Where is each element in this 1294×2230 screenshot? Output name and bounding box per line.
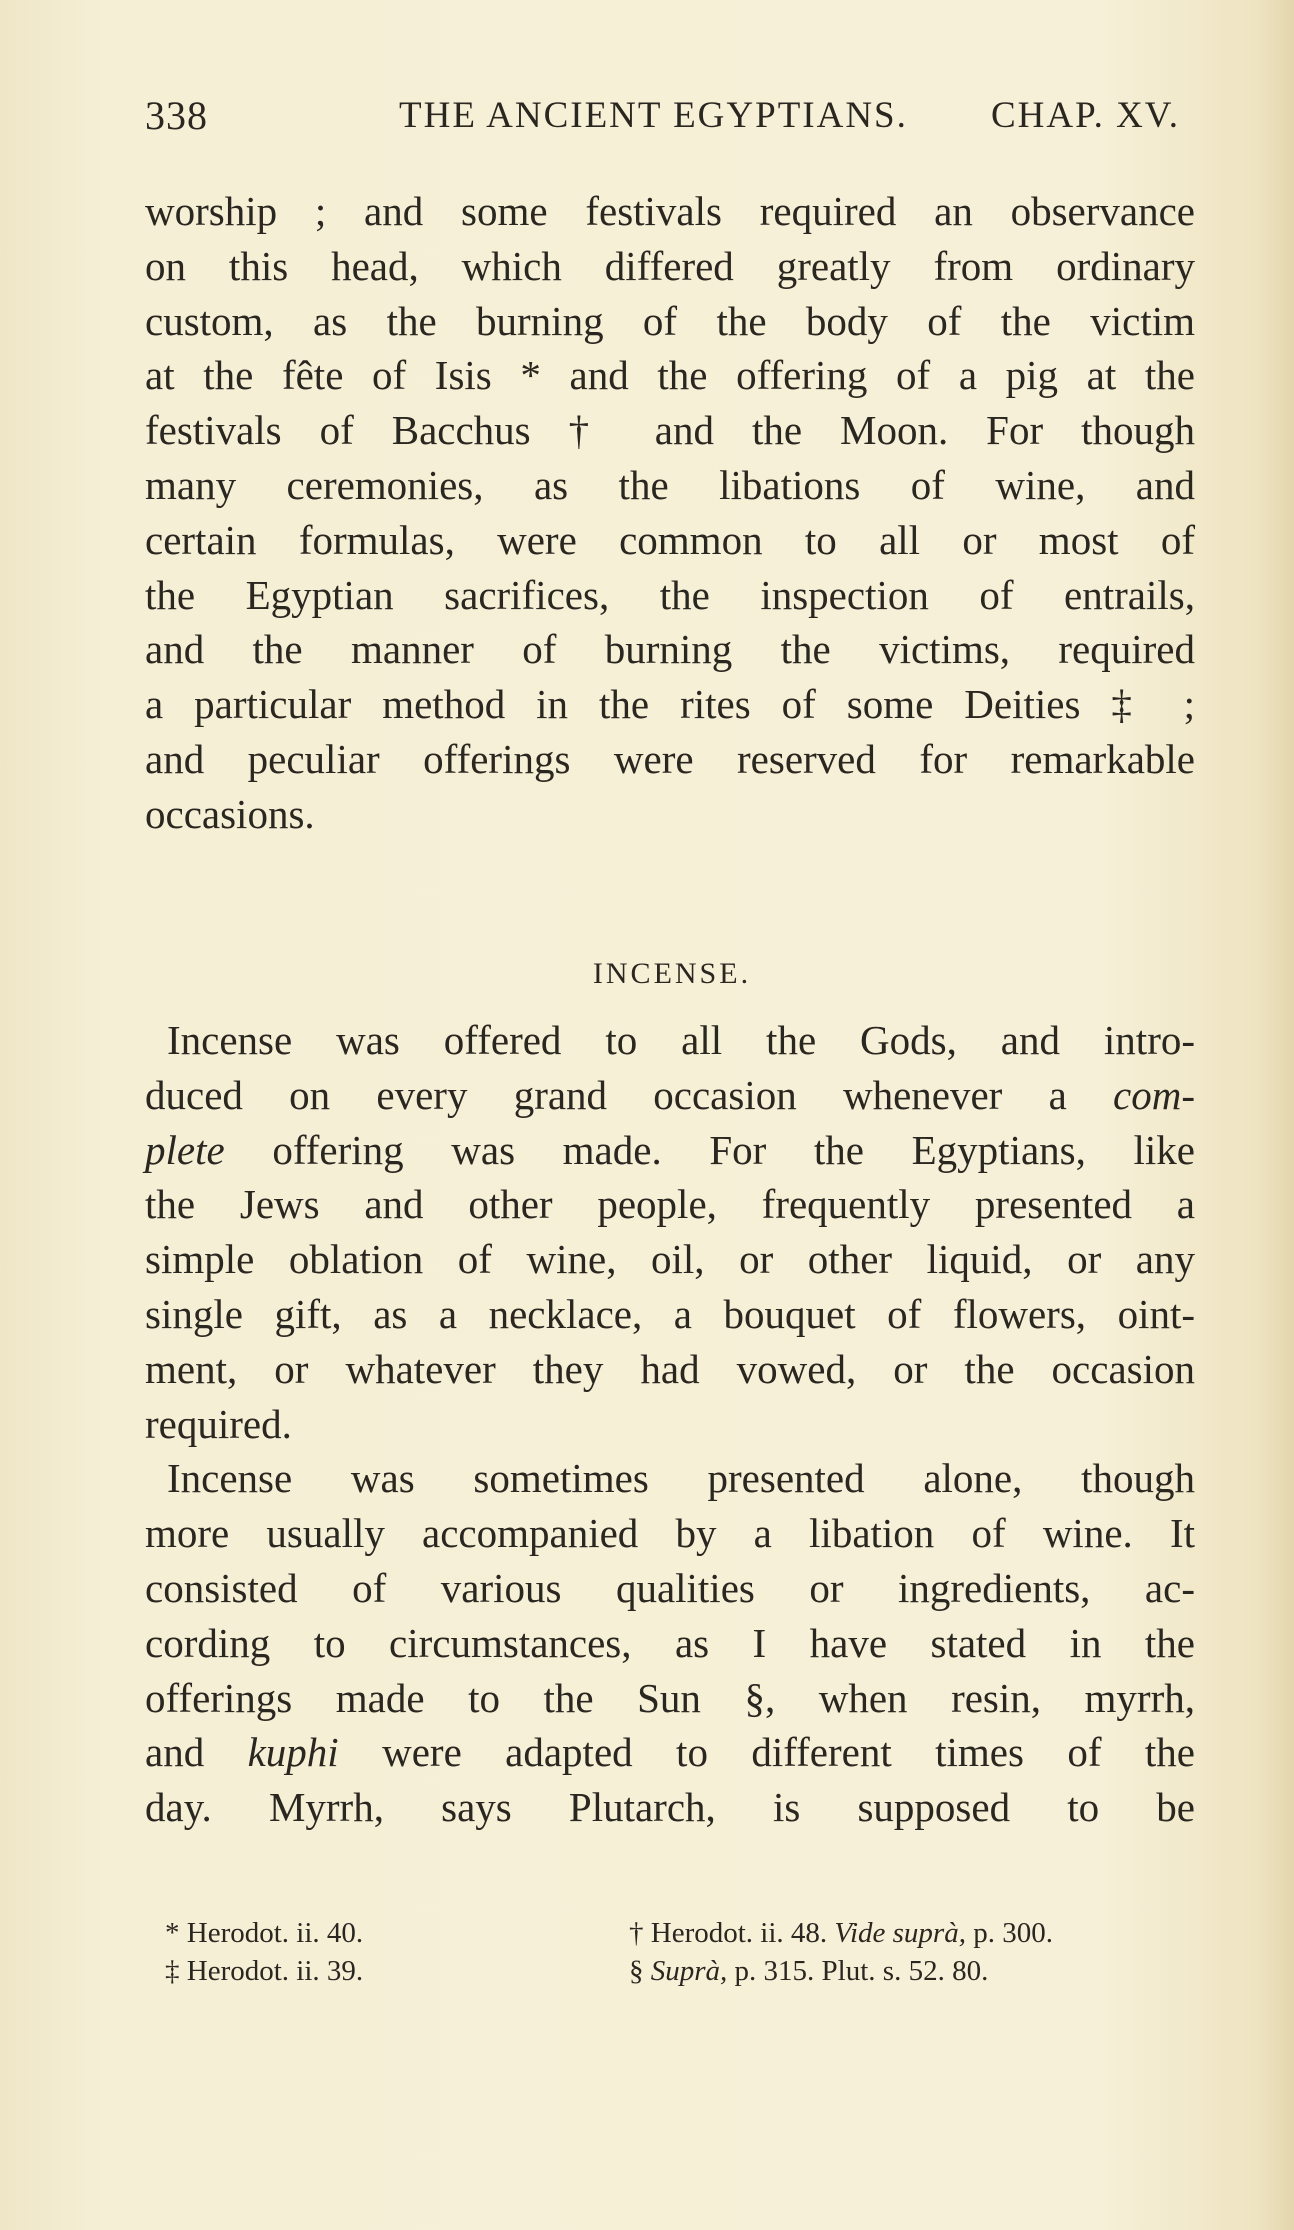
footnote-row xyxy=(165,1914,1185,1952)
text-line: simple oblation of wine, oil, or other liquid, or any xyxy=(145,1236,1195,1283)
text-line: plete offering was made. For the Egyptians, like xyxy=(145,1126,1195,1173)
text-line: and peculiar offerings were reserved for remarkable xyxy=(145,735,1195,782)
text-line: the Egyptian sacrifices, the inspection of entrails, xyxy=(145,571,1195,618)
paragraph-worship xyxy=(145,184,1195,842)
text-line: single gift, as a necklace, a bouquet of flowers, oint- xyxy=(145,1290,1195,1337)
text-line: Incense was offered to all the Gods, and intro- xyxy=(167,1017,1195,1063)
running-title: THE ANCIENT EGYPTIANS. xyxy=(399,95,908,136)
text-line: duced on every grand occasion whenever a com- xyxy=(145,1071,1195,1118)
footnote: § Suprà, p. 315. Plut. s. 52. 80. xyxy=(629,1955,989,1987)
footnote: † Herodot. ii. 48. Vide suprà, p. 300. xyxy=(629,1917,1053,1949)
paragraph-incense xyxy=(145,1013,1195,1835)
running-header xyxy=(145,92,1180,142)
text-line: certain formulas, were common to all or most of xyxy=(145,516,1195,563)
chapter-label: CHAP. XV. xyxy=(990,95,1180,136)
footnote: * Herodot. ii. 40. xyxy=(165,1917,364,1949)
text-line: the Jews and other people, frequently presented a xyxy=(145,1181,1195,1228)
text-line: and the manner of burning the victims, required xyxy=(145,626,1195,673)
text-line: a particular method in the rites of some Deities ‡ ; xyxy=(145,681,1195,728)
text-line: custom, as the burning of the body of the victim xyxy=(145,297,1195,344)
footnote-row xyxy=(165,1952,1185,1990)
page-number: 338 xyxy=(145,93,208,138)
text-line: day. Myrrh, says Plutarch, is supposed to be xyxy=(145,1784,1195,1831)
text-line: at the fête of Isis * and the offering of a pig at the xyxy=(145,352,1195,399)
text-line: on this head, which differed greatly from ordinary xyxy=(145,242,1195,289)
text-line: and kuphi were adapted to different times of the xyxy=(145,1729,1196,1776)
footnote: ‡ Herodot. ii. 39. xyxy=(165,1955,364,1987)
text-line: Incense was sometimes presented alone, though xyxy=(167,1455,1195,1502)
footnotes xyxy=(165,1914,1185,1990)
text-line: cording to circumstances, as I have stated in the xyxy=(145,1619,1195,1666)
text-line: ment, or whatever they had vowed, or the occasion xyxy=(145,1345,1195,1392)
text-line: offerings made to the Sun §, when resin, myrrh, xyxy=(145,1674,1195,1721)
section-heading: INCENSE. xyxy=(592,957,752,990)
text-line: occasions. xyxy=(145,790,315,837)
text-line: more usually accompanied by a libation of wine. It xyxy=(145,1510,1195,1557)
text-line: many ceremonies, as the libations of wine, and xyxy=(145,461,1195,508)
text-line: consisted of various qualities or ingredients, ac- xyxy=(145,1564,1195,1611)
text-line: festivals of Bacchus † and the Moon. For though xyxy=(145,407,1195,454)
text-line: required. xyxy=(145,1400,292,1447)
text-line: worship ; and some festivals required an observance xyxy=(145,188,1195,234)
